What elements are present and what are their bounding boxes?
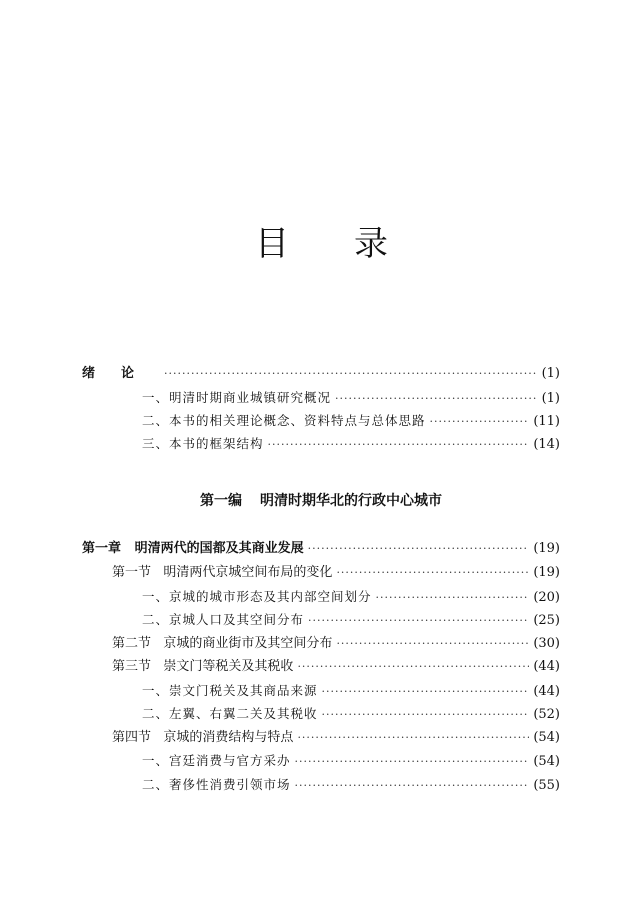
toc-page-number: (44) <box>533 684 560 699</box>
toc-entry-intro[interactable] <box>82 363 560 385</box>
chapter-title: 明清两代的国都及其商业发展 <box>134 541 304 556</box>
toc-entry-label <box>112 727 293 749</box>
dot-leader <box>268 434 530 456</box>
dot-leader <box>376 587 530 609</box>
toc-page-number: (14) <box>533 437 560 452</box>
chapter-number: 第一章 <box>82 541 122 556</box>
section-title: 明清两代京城空间布局的变化 <box>163 565 333 580</box>
dot-leader <box>308 610 529 632</box>
toc-entry-section-4-item-2[interactable] <box>142 774 560 796</box>
toc-entry-label: 二、奢侈性消费引领市场 <box>142 777 291 792</box>
dot-leader <box>164 363 538 385</box>
toc-page-number: (55) <box>533 778 560 793</box>
toc-entry-intro-3[interactable] <box>142 433 560 455</box>
part-heading <box>0 491 642 511</box>
title-char-1: 目 <box>255 224 289 264</box>
toc-entry-label: 二、京城人口及其空间分布 <box>142 612 305 627</box>
toc-page-number: (44) <box>533 659 560 674</box>
dot-leader <box>430 411 530 433</box>
title-char-2: 录 <box>354 224 388 264</box>
toc-page-number: (20) <box>533 590 560 605</box>
section-number: 第一节 <box>112 565 152 580</box>
toc-page-number: (54) <box>533 754 560 769</box>
toc-entry-section-1-item-2[interactable] <box>142 609 560 631</box>
toc-entry-chapter-1[interactable] <box>82 538 560 560</box>
toc-entry-section-3[interactable] <box>112 656 560 678</box>
toc-entry-section-3-item-1[interactable] <box>142 680 560 702</box>
toc-entry-label: 三、本书的框架结构 <box>142 436 264 451</box>
part-title: 明清时期华北的行政中心城市 <box>260 493 442 509</box>
toc-page-number: (1) <box>541 391 560 406</box>
toc-entry-section-3-item-2[interactable] <box>142 703 560 725</box>
dot-leader <box>336 562 529 584</box>
toc-page-number: (19) <box>533 541 560 556</box>
toc-entry-section-4-item-1[interactable] <box>142 750 560 772</box>
section-title: 京城的消费结构与特点 <box>163 730 294 745</box>
toc-page-number: (30) <box>533 636 560 651</box>
toc-page-number: (11) <box>533 414 560 429</box>
toc-page-number: (19) <box>533 565 560 580</box>
toc-entry-section-1-item-1[interactable] <box>142 586 560 608</box>
toc-entry-label: 二、左翼、右翼二关及其税收 <box>142 706 318 721</box>
section-title: 崇文门等税关及其税收 <box>163 659 294 674</box>
toc-entry-label: 一、明清时期商业城镇研究概况 <box>142 390 332 405</box>
toc-entry-label: 一、崇文门税关及其商品来源 <box>142 683 318 698</box>
toc-entry-label: 一、京城的城市形态及其内部空间划分 <box>142 589 372 604</box>
toc-page-number: (54) <box>533 730 560 745</box>
section-title: 京城的商业街市及其空间分布 <box>163 636 333 651</box>
dot-leader <box>335 388 538 410</box>
toc-page-number: (52) <box>533 707 560 722</box>
toc-entry-label: 一、宫廷消费与官方采办 <box>142 753 291 768</box>
toc-entry-label <box>112 633 332 655</box>
toc-entry-section-1[interactable] <box>112 562 560 584</box>
dot-leader <box>308 538 530 560</box>
toc-entry-label <box>112 562 332 584</box>
toc-entry-label: 二、本书的相关理论概念、资料特点与总体思路 <box>142 413 426 428</box>
toc-entry-label <box>82 538 304 560</box>
dot-leader <box>322 704 530 726</box>
toc-page-number: (25) <box>533 613 560 628</box>
dot-leader <box>322 681 530 703</box>
dot-leader <box>297 727 529 749</box>
dot-leader <box>295 775 530 797</box>
toc-entry-section-2[interactable] <box>112 633 560 655</box>
page-title <box>0 224 642 264</box>
dot-leader <box>295 751 530 773</box>
section-number: 第四节 <box>112 730 152 745</box>
part-number: 第一编 <box>200 493 242 509</box>
toc-entry-label <box>112 656 293 678</box>
section-number: 第三节 <box>112 659 152 674</box>
toc-page-number: (1) <box>541 366 560 381</box>
toc-entry-intro-1[interactable] <box>142 387 560 409</box>
toc-entry-section-4[interactable] <box>112 727 560 749</box>
dot-leader <box>336 633 529 655</box>
dot-leader <box>297 656 529 678</box>
toc-entry-label: 绪论 <box>82 366 161 381</box>
section-number: 第二节 <box>112 636 152 651</box>
toc-entry-intro-2[interactable] <box>142 410 560 432</box>
